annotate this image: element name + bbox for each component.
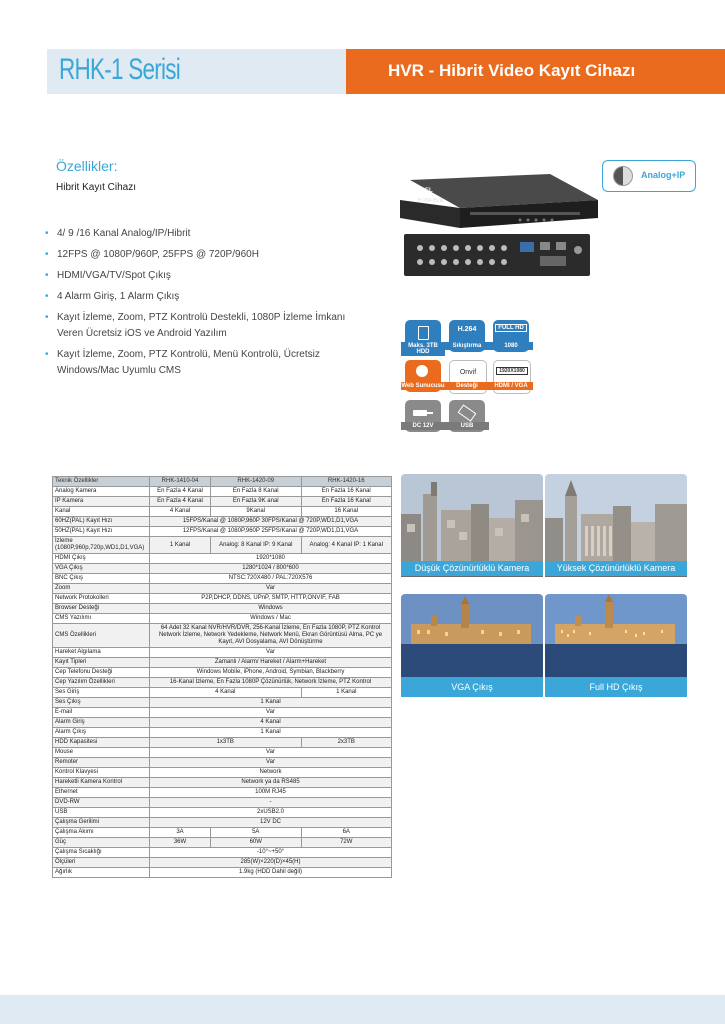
- spec-cell: 2xUSB2.0: [150, 808, 392, 818]
- table-row: [53, 818, 392, 828]
- feature-item: • Kayıt İzleme, Zoom, PTZ Kontrolü Destekli, 1080P İzleme İmkanı Veren Ücretsiz iOS ve Android Yazılım: [45, 310, 365, 342]
- dvr-device-image: [400, 170, 600, 280]
- spec-header-row: [53, 477, 392, 487]
- footer-band: [0, 995, 725, 1024]
- table-row: [53, 594, 392, 604]
- spec-row-label: İzleme (1080P,960p,720p,WD1,D1,VGA): [53, 537, 150, 554]
- table-row: [53, 487, 392, 497]
- spec-row-label: E-mail: [53, 708, 150, 718]
- table-row: [53, 648, 392, 658]
- table-row: [53, 698, 392, 708]
- spec-header-model: RHK-1420-09: [211, 477, 301, 487]
- spec-cell: Analog: 8 Kanal IP: 9 Kanal: [211, 537, 301, 554]
- device-brand: HAREL: [412, 188, 433, 194]
- full-hd-harbor-image: [545, 594, 687, 677]
- spec-cell: 9Kanal: [211, 507, 301, 517]
- spec-cell: Var: [150, 648, 392, 658]
- spec-row-label: Remoter: [53, 758, 150, 768]
- feature-item: • 4 Alarm Giriş, 1 Alarm Çıkış: [45, 289, 365, 305]
- h264-glyph: H.264: [457, 326, 477, 333]
- spec-row-label: Kanal: [53, 507, 150, 517]
- spec-header-model: RHK-1410-04: [150, 477, 211, 487]
- spec-cell: 12V DC: [150, 818, 392, 828]
- spec-cell: 285(W)×220(D)×45(H): [150, 858, 392, 868]
- spec-cell: Windows Mobile, iPhone, Android, Symbian, Blackberry: [150, 668, 392, 678]
- spec-row-label: USB: [53, 808, 150, 818]
- spec-row-label: Mouse: [53, 748, 150, 758]
- table-row: [53, 768, 392, 778]
- spec-row-label: Kontrol Klavyesi: [53, 768, 150, 778]
- table-row: [53, 584, 392, 594]
- spec-row-label: Çalışma Gerilimi: [53, 818, 150, 828]
- features-title: Özellikler:: [56, 158, 118, 174]
- spec-row-label: HDMI Çıkış: [53, 554, 150, 564]
- spec-cell: 3A: [150, 828, 211, 838]
- table-row: [53, 507, 392, 517]
- series-header: [47, 49, 346, 94]
- spec-cell: 4 Kanal: [150, 507, 211, 517]
- spec-table: [52, 476, 392, 878]
- full-hd-glyph: FULL HD: [495, 324, 527, 332]
- table-row: [53, 658, 392, 668]
- device-model: H.264 HVR: [418, 198, 444, 204]
- product-header: [346, 49, 725, 94]
- spec-cell: 1 Kanal: [150, 537, 211, 554]
- table-row: [53, 848, 392, 858]
- spec-row-label: CMS Yazılımı: [53, 614, 150, 624]
- spec-cell: En Fazla 8 Kanal: [211, 487, 301, 497]
- table-row: [53, 788, 392, 798]
- table-row: [53, 738, 392, 748]
- spec-cell: Windows / Mac: [150, 614, 392, 624]
- table-row: [53, 678, 392, 688]
- spec-row-label: Ses Giriş: [53, 688, 150, 698]
- spec-row-label: Hareketli Kamera Kontrol: [53, 778, 150, 788]
- spec-cell: 1 Kanal: [150, 728, 392, 738]
- feature-item: • Kayıt İzleme, Zoom, PTZ Kontrolü, Menü Kontrolü, Ücretsiz Windows/Mac Uyumlu CMS: [45, 347, 365, 379]
- features-subtitle: Hibrit Kayıt Cihazı: [56, 182, 137, 193]
- spec-cell: 1.9kg (HDD Dahil değil): [150, 868, 392, 878]
- usb-label: USB: [445, 422, 489, 430]
- table-row: [53, 808, 392, 818]
- compression-label: Sıkıştırma: [445, 342, 489, 350]
- spec-row-label: Çalışma Sıcaklığı: [53, 848, 150, 858]
- feature-item: • HDMI/VGA/TV/Spot Çıkış: [45, 268, 365, 284]
- spec-cell: 1 Kanal: [150, 698, 392, 708]
- caption-high-res: Yüksek Çözünürlüklü Kamera: [545, 561, 687, 576]
- table-row: [53, 778, 392, 788]
- spec-cell: 64 Adet 32 Kanal NVR/HVR/DVR, 256-Kanal İzleme, En Fazla 1080P, PTZ Kontrol Network İzleme, Network Yedekleme, Network Menü, Ekran Görüntüsü Alma, PC ye Kayıt, AVI Dosyalama, AVI Dönüştürme: [150, 624, 392, 648]
- spec-row-label: Ölçüleri: [53, 858, 150, 868]
- table-row: [53, 828, 392, 838]
- spec-row-label: Kayıt Tipleri: [53, 658, 150, 668]
- spec-cell: Zamanlı / Alarm/ Hareket / Alarm+Hareket: [150, 658, 392, 668]
- spec-row-label: Cep Yazılım Özellikleri: [53, 678, 150, 688]
- product-title: HVR - Hibrit Video Kayıt Cihazı: [388, 61, 636, 80]
- table-row: [53, 527, 392, 537]
- table-row: [53, 718, 392, 728]
- spec-row-label: BNC Çıkış: [53, 574, 150, 584]
- spec-cell: 60W: [211, 838, 301, 848]
- spec-row-label: Alarm Çıkış: [53, 728, 150, 738]
- spec-cell: 1920*1080: [150, 554, 392, 564]
- table-row: [53, 868, 392, 878]
- spec-cell: 5A: [211, 828, 301, 838]
- spec-cell: Network: [150, 768, 392, 778]
- spec-row-label: VGA Çıkış: [53, 564, 150, 574]
- spec-row-label: Ethernet: [53, 788, 150, 798]
- spec-cell: En Fazla 4 Kanal: [150, 487, 211, 497]
- table-row: [53, 668, 392, 678]
- spec-cell: Windows: [150, 604, 392, 614]
- table-row: [53, 517, 392, 527]
- spec-cell: Var: [150, 584, 392, 594]
- badge-label: Analog+IP: [641, 170, 686, 180]
- spec-row-label: Zoom: [53, 584, 150, 594]
- spec-row-label: Ağırlık: [53, 868, 150, 878]
- spec-header-label: Teknik Özellikler: [53, 477, 150, 487]
- resolution-glyph: 1920X1080: [496, 367, 528, 375]
- spec-row-label: Güç: [53, 838, 150, 848]
- spec-row-label: Cep Telefonu Desteği: [53, 668, 150, 678]
- spec-row-label: CMS Özellikleri: [53, 624, 150, 648]
- spec-cell: 1 Kanal: [301, 688, 392, 698]
- half-circle-icon: [613, 166, 633, 186]
- dc12v-label: DC 12V: [401, 422, 445, 430]
- spec-row-label: 50HZ(PAL) Kayıt Hızı: [53, 527, 150, 537]
- spec-cell: 36W: [150, 838, 211, 848]
- spec-cell: 6A: [301, 828, 392, 838]
- spec-row-label: Hareket Algılama: [53, 648, 150, 658]
- spec-row-label: Analog Kamera: [53, 487, 150, 497]
- web-server-label: Web Sunucusu: [401, 383, 445, 389]
- spec-table-body: [53, 487, 392, 878]
- spec-row-label: Ses Çıkış: [53, 698, 150, 708]
- 1080-label: 1080: [489, 342, 533, 350]
- table-row: [53, 798, 392, 808]
- spec-row-label: Browser Desteği: [53, 604, 150, 614]
- spec-cell: 15FPS/Kanal @ 1080P,960P 30FPS/Kanal @ 720P,WD1,D1,VGA: [150, 517, 392, 527]
- table-row: [53, 574, 392, 584]
- spec-row-label: Alarm Giriş: [53, 718, 150, 728]
- spec-header-model: RHK-1420-16: [301, 477, 392, 487]
- table-row: [53, 624, 392, 648]
- spec-cell: En Fazla 16 Kanal: [301, 487, 392, 497]
- hdmi-vga-label: HDMI / VGA: [489, 382, 533, 390]
- spec-cell: Var: [150, 708, 392, 718]
- spec-cell: 72W: [301, 838, 392, 848]
- table-row: [53, 748, 392, 758]
- spec-row-label: Network Protokolleri: [53, 594, 150, 604]
- spec-cell: 1x3TB: [150, 738, 302, 748]
- spec-row-label: 60HZ(PAL) Kayıt Hızı: [53, 517, 150, 527]
- spec-cell: 4 Kanal: [150, 718, 392, 728]
- series-title: RHK-1 Serisi: [59, 53, 181, 86]
- caption-vga: VGA Çıkış: [401, 677, 543, 697]
- onvif-glyph: Onvif: [459, 369, 477, 376]
- caption-low-res: Düşük Çözünürlüklü Kamera: [401, 561, 543, 576]
- spec-cell: Var: [150, 758, 392, 768]
- spec-row-label: DVD-RW: [53, 798, 150, 808]
- table-row: [53, 728, 392, 738]
- spec-cell: -10°~+50°: [150, 848, 392, 858]
- spec-cell: 1280*1024 / 800*600: [150, 564, 392, 574]
- feature-item: • 12FPS @ 1080P/960P, 25FPS @ 720P/960H: [45, 247, 365, 263]
- table-row: [53, 497, 392, 507]
- spec-cell: 12FPS/Kanal @ 1080P,960P 25FPS/Kanal @ 720P,WD1,D1,VGA: [150, 527, 392, 537]
- spec-cell: 100M RJ45: [150, 788, 392, 798]
- vga-harbor-image: [401, 594, 543, 677]
- spec-cell: 2x3TB: [301, 738, 392, 748]
- table-row: [53, 858, 392, 868]
- table-row: [53, 838, 392, 848]
- spec-cell: 16-Kanal İzleme, En Fazla 1080P Çözünürlük, Network İzleme, PTZ Kontrol: [150, 678, 392, 688]
- caption-full-hd: Full HD Çıkış: [545, 677, 687, 697]
- table-row: [53, 604, 392, 614]
- features-list: [45, 226, 365, 384]
- table-row: [53, 758, 392, 768]
- spec-cell: Var: [150, 748, 392, 758]
- spec-cell: En Fazla 16 Kanal: [301, 497, 392, 507]
- onvif-label: Desteği: [445, 382, 489, 390]
- spec-cell: 4 Kanal: [150, 688, 302, 698]
- analog-ip-badge: [602, 160, 696, 192]
- table-row: [53, 537, 392, 554]
- table-row: [53, 688, 392, 698]
- table-row: [53, 708, 392, 718]
- spec-row-label: IP Kamera: [53, 497, 150, 507]
- spec-cell: Network ya da RS485: [150, 778, 392, 788]
- feature-item: • 4/ 9 /16 Kanal Analog/IP/Hibrit: [45, 226, 365, 242]
- table-row: [53, 564, 392, 574]
- spec-cell: -: [150, 798, 392, 808]
- spec-cell: Analog: 4 Kanal IP: 1 Kanal: [301, 537, 392, 554]
- spec-cell: En Fazla 4 Kanal: [150, 497, 211, 507]
- spec-cell: 16 Kanal: [301, 507, 392, 517]
- table-row: [53, 614, 392, 624]
- spec-row-label: Çalışma Akımı: [53, 828, 150, 838]
- spec-cell: NTSC:720X480 / PAL:720X576: [150, 574, 392, 584]
- hdd-label: Maks. 3TB HDD: [401, 342, 445, 356]
- spec-cell: En Fazla 9K anal: [211, 497, 301, 507]
- table-row: [53, 554, 392, 564]
- spec-row-label: HDD Kapasitesi: [53, 738, 150, 748]
- spec-cell: P2P,DHCP, DDNS, UPnP, SMTP, HTTP,ONVIF, FAB: [150, 594, 392, 604]
